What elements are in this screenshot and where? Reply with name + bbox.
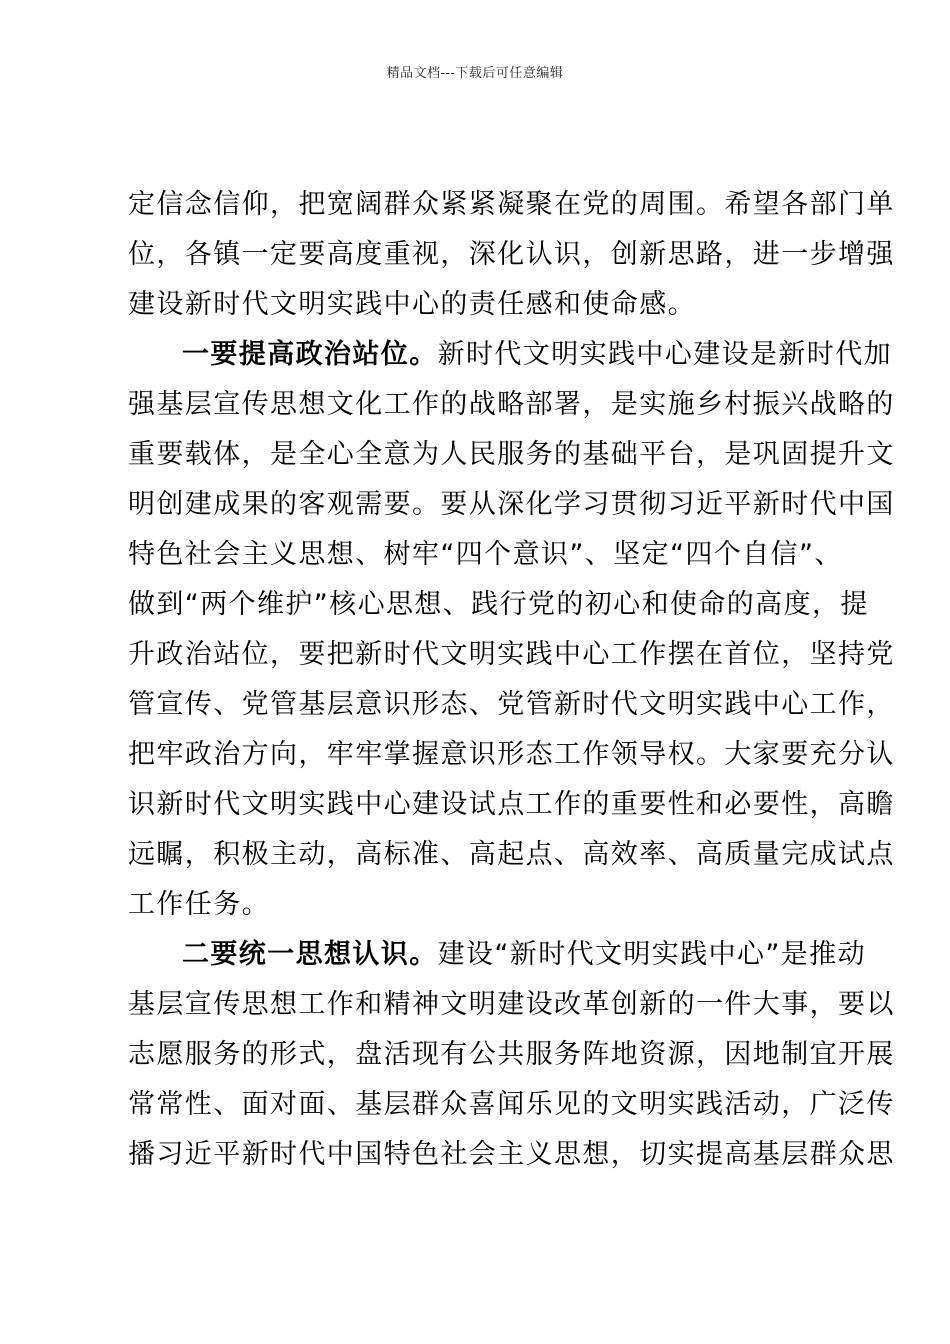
paragraph-2 [128, 330, 895, 930]
text-line [128, 330, 893, 380]
text-line: 志愿服务的形式，盘活现有公共服务阵地资源，因地制宜开展 [128, 1039, 895, 1070]
paragraph-heading: 二要统一思想认识。 [182, 939, 438, 970]
text-line: 位，各镇一定要高度重视，深化认识，创新思路，进一步增强 [128, 239, 895, 270]
text-line: 远瞩，积极主动，高标准、高起点、高效率、高质量完成试点 [128, 839, 895, 870]
text-line: 重要载体，是全心全意为人民服务的基础平台，是巩固提升文 [128, 439, 895, 470]
text-line: 播习近平新时代中国特色社会主义思想，切实提高基层群众思 [128, 1139, 895, 1170]
text-line: 定信念信仰，把宽阔群众紧紧凝聚在党的周围。希望各部门单 [128, 189, 895, 220]
text-line: 把牢政治方向，牢牢掌握意识形态工作领导权。大家要充分认 [128, 739, 895, 770]
text-line: 升政治站位，要把新时代文明实践中心工作摆在首位，坚持党 [128, 639, 895, 670]
text-line [128, 930, 866, 980]
document-body [128, 180, 895, 1180]
paragraph-3 [128, 930, 895, 1180]
page-header: 精品文档---下载后可任意编辑 [386, 66, 564, 81]
text-span: 新时代文明实践中心建设是新时代加 [437, 339, 893, 370]
text-line: 管宣传、党管基层意识形态、党管新时代文明实践中心工作， [128, 689, 895, 720]
text-line: 明创建成果的客观需要。要从深化学习贯彻习近平新时代中国 [128, 489, 895, 520]
text-line: 工作任务。 [128, 889, 270, 920]
paragraph-1 [128, 180, 895, 330]
text-line: 常常性、面对面、基层群众喜闻乐见的文明实践活动，广泛传 [128, 1089, 895, 1120]
text-line: 识新时代文明实践中心建设试点工作的重要性和必要性，高瞻 [128, 789, 895, 820]
text-line: 建设新时代文明实践中心的责任感和使命感。 [128, 289, 696, 320]
text-line: 基层宣传思想工作和精神文明建设改革创新的一件大事，要以 [128, 989, 895, 1020]
paragraph-heading: 一要提高政治站位。 [182, 339, 438, 370]
text-line: 特色社会主义思想、树牢“四个意识”、坚定“四个自信”、 [128, 539, 843, 570]
text-span: 建设“新时代文明实践中心”是推动 [437, 939, 866, 970]
text-line: 做到“两个维护”核心思想、践行党的初心和使命的高度，提 [128, 589, 869, 620]
text-line: 强基层宣传思想文化工作的战略部署，是实施乡村振兴战略的 [128, 389, 895, 420]
